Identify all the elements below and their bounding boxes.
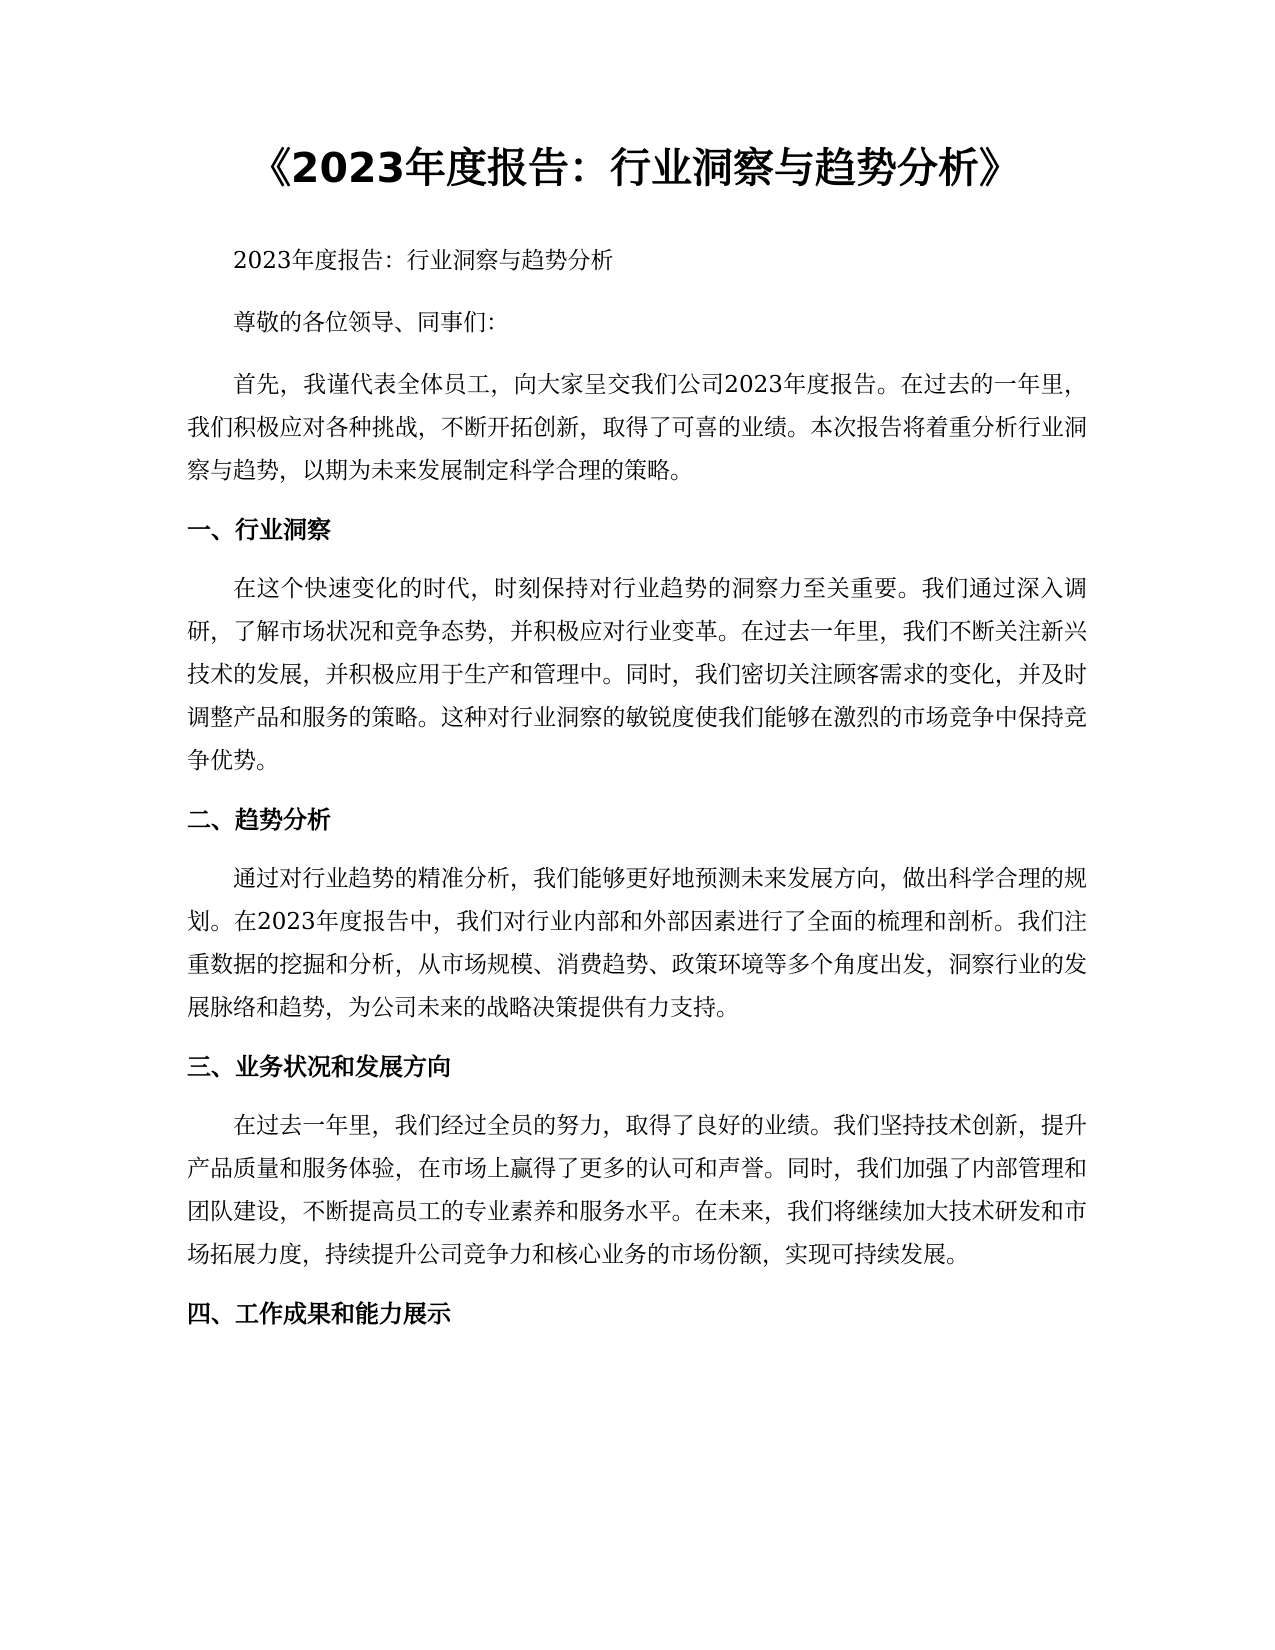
section-heading-trend-analysis: 二、趋势分析 xyxy=(187,806,331,834)
greeting-paragraph: 尊敬的各位领导、同事们： xyxy=(233,310,509,336)
document-title: 《2023年度报告：行业洞察与趋势分析》 xyxy=(249,144,1021,192)
section-heading-achievements: 四、工作成果和能力展示 xyxy=(187,1300,451,1328)
document-subtitle: 2023年度报告：行业洞察与趋势分析 xyxy=(233,248,614,274)
section-body-business-status: 在过去一年里，我们经过全员的努力，取得了良好的业绩。我们坚持技术创新，提升产品质量和服务体验，在市场上赢得了更多的认可和声誉。同时，我们加强了内部管理和团队建设，不断提高员工的专业素养和服务水平。在未来，我们将继续加大技术研发和市场拓展力度，持续提升公司竞争力和核心业务的市场份额，实现可持续发展。 xyxy=(187,1113,1087,1268)
section-heading-business-status: 三、业务状况和发展方向 xyxy=(187,1053,451,1081)
section-body-industry-insight: 在这个快速变化的时代，时刻保持对行业趋势的洞察力至关重要。我们通过深入调研，了解市场状况和竞争态势，并积极应对行业变革。在过去一年里，我们不断关注新兴技术的发展，并积极应用于生产和管理中。同时，我们密切关注顾客需求的变化，并及时调整产品和服务的策略。这种对行业洞察的敏锐度使我们能够在激烈的市场竞争中保持竞争优势。 xyxy=(187,576,1087,774)
intro-paragraph: 首先，我谨代表全体员工，向大家呈交我们公司2023年度报告。在过去的一年里，我们积极应对各种挑战，不断开拓创新，取得了可喜的业绩。本次报告将着重分析行业洞察与趋势，以期为未来发展制定科学合理的策略。 xyxy=(187,372,1087,484)
section-heading-industry-insight: 一、行业洞察 xyxy=(187,516,331,544)
document-body xyxy=(187,240,1087,1352)
section-body-trend-analysis: 通过对行业趋势的精准分析，我们能够更好地预测未来发展方向，做出科学合理的规划。在2023年度报告中，我们对行业内部和外部因素进行了全面的梳理和剖析。我们注重数据的挖掘和分析，从市场规模、消费趋势、政策环境等多个角度出发，洞察行业的发展脉络和趋势，为公司未来的战略决策提供有力支持。 xyxy=(187,866,1087,1021)
